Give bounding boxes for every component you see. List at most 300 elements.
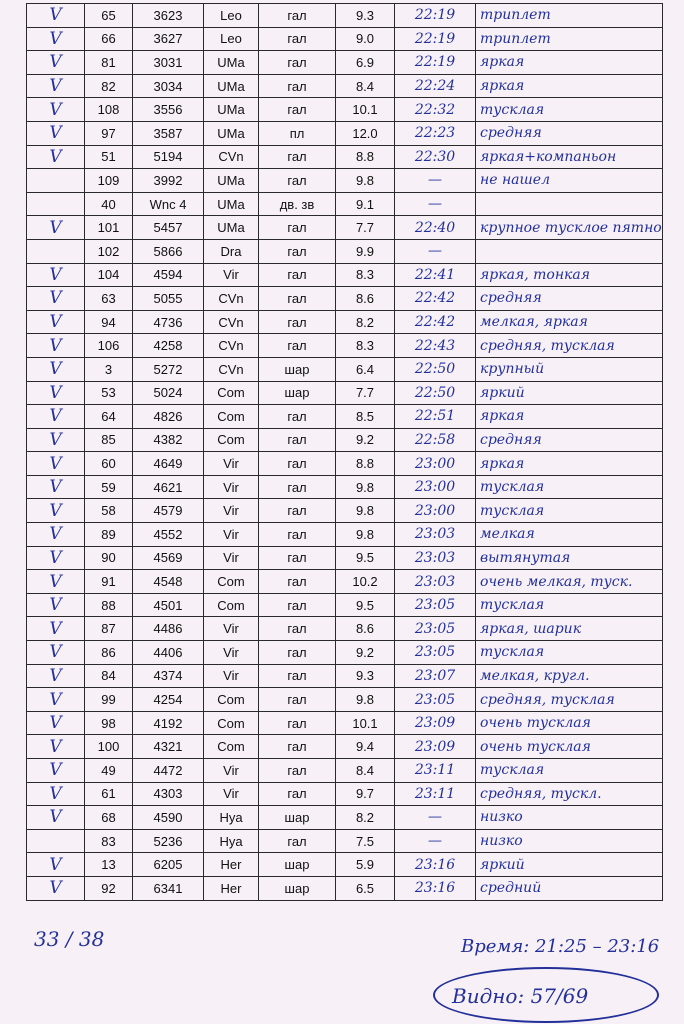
observation-time: 22:58 bbox=[395, 428, 476, 452]
object-type: гал bbox=[259, 98, 336, 122]
ngc-number: 4406 bbox=[133, 641, 204, 665]
check-mark: V bbox=[27, 735, 85, 759]
observation-time: 23:00 bbox=[395, 499, 476, 523]
messier-number: 13 bbox=[85, 853, 133, 877]
messier-number: 60 bbox=[85, 452, 133, 476]
observation-time: 23:00 bbox=[395, 452, 476, 476]
ngc-number: 4594 bbox=[133, 263, 204, 287]
observation-note: яркая bbox=[476, 405, 663, 429]
object-type: гал bbox=[259, 664, 336, 688]
observation-time: 22:43 bbox=[395, 334, 476, 358]
observation-note bbox=[476, 239, 663, 263]
check-mark: V bbox=[27, 806, 85, 830]
constellation: Com bbox=[204, 711, 259, 735]
ngc-number: 5024 bbox=[133, 381, 204, 405]
object-type: гал bbox=[259, 499, 336, 523]
observation-time: 22:51 bbox=[395, 405, 476, 429]
magnitude: 8.2 bbox=[336, 806, 395, 830]
constellation: Com bbox=[204, 570, 259, 594]
ngc-number: 6205 bbox=[133, 853, 204, 877]
table-row bbox=[27, 216, 663, 240]
magnitude: 9.5 bbox=[336, 546, 395, 570]
check-mark: V bbox=[27, 357, 85, 381]
object-type: гал bbox=[259, 570, 336, 594]
observation-time: — bbox=[395, 169, 476, 193]
messier-number: 83 bbox=[85, 829, 133, 853]
table-row bbox=[27, 169, 663, 193]
ngc-number: 4258 bbox=[133, 334, 204, 358]
table-row bbox=[27, 499, 663, 523]
table-row bbox=[27, 617, 663, 641]
messier-number: 87 bbox=[85, 617, 133, 641]
table-row bbox=[27, 759, 663, 783]
table-row bbox=[27, 546, 663, 570]
observation-note: мелкая, яркая bbox=[476, 310, 663, 334]
ngc-number: 6341 bbox=[133, 876, 204, 900]
messier-number: 90 bbox=[85, 546, 133, 570]
messier-number: 94 bbox=[85, 310, 133, 334]
magnitude: 8.3 bbox=[336, 263, 395, 287]
table-row bbox=[27, 4, 663, 28]
magnitude: 9.7 bbox=[336, 782, 395, 806]
table-row bbox=[27, 27, 663, 51]
constellation: UMa bbox=[204, 74, 259, 98]
observation-time: 23:03 bbox=[395, 546, 476, 570]
observation-note: очень тусклая bbox=[476, 735, 663, 759]
ngc-number: 4374 bbox=[133, 664, 204, 688]
ngc-number: 4649 bbox=[133, 452, 204, 476]
check-mark: V bbox=[27, 523, 85, 547]
ngc-number: 5236 bbox=[133, 829, 204, 853]
object-type: шар bbox=[259, 876, 336, 900]
observation-note: средняя, тусклая bbox=[476, 688, 663, 712]
observation-note: яркий bbox=[476, 853, 663, 877]
messier-number: 64 bbox=[85, 405, 133, 429]
messier-number: 104 bbox=[85, 263, 133, 287]
observation-note: яркая, шарик bbox=[476, 617, 663, 641]
magnitude: 9.4 bbox=[336, 735, 395, 759]
messier-number: 85 bbox=[85, 428, 133, 452]
object-type: гал bbox=[259, 452, 336, 476]
table-row bbox=[27, 310, 663, 334]
table-row bbox=[27, 428, 663, 452]
observation-time: 22:24 bbox=[395, 74, 476, 98]
observation-time: 22:40 bbox=[395, 216, 476, 240]
ngc-number: 4486 bbox=[133, 617, 204, 641]
table-row bbox=[27, 357, 663, 381]
observation-note: яркая, тонкая bbox=[476, 263, 663, 287]
check-mark: V bbox=[27, 782, 85, 806]
observation-note: крупный bbox=[476, 357, 663, 381]
observation-note: средняя, тускл. bbox=[476, 782, 663, 806]
magnitude: 8.6 bbox=[336, 617, 395, 641]
magnitude: 9.8 bbox=[336, 499, 395, 523]
constellation: Vir bbox=[204, 263, 259, 287]
messier-number: 81 bbox=[85, 51, 133, 75]
messier-number: 92 bbox=[85, 876, 133, 900]
messier-number: 59 bbox=[85, 475, 133, 499]
check-mark: V bbox=[27, 287, 85, 311]
check-mark: V bbox=[27, 216, 85, 240]
ngc-number: Wnc 4 bbox=[133, 192, 204, 216]
observation-time: 22:50 bbox=[395, 381, 476, 405]
constellation: CVn bbox=[204, 145, 259, 169]
table-row bbox=[27, 641, 663, 665]
observation-time: 23:03 bbox=[395, 570, 476, 594]
constellation: Vir bbox=[204, 523, 259, 547]
observation-note: триплет bbox=[476, 27, 663, 51]
messier-number: 61 bbox=[85, 782, 133, 806]
messier-number: 89 bbox=[85, 523, 133, 547]
magnitude: 7.7 bbox=[336, 216, 395, 240]
check-mark: V bbox=[27, 876, 85, 900]
magnitude: 8.2 bbox=[336, 310, 395, 334]
messier-number: 91 bbox=[85, 570, 133, 594]
magnitude: 9.8 bbox=[336, 169, 395, 193]
object-type: гал bbox=[259, 523, 336, 547]
observation-time: 23:09 bbox=[395, 711, 476, 735]
seen-total: Видно: 57/69 bbox=[452, 984, 589, 1008]
check-mark: V bbox=[27, 381, 85, 405]
ngc-number: 3556 bbox=[133, 98, 204, 122]
check-mark: V bbox=[27, 428, 85, 452]
ngc-number: 4472 bbox=[133, 759, 204, 783]
magnitude: 8.6 bbox=[336, 287, 395, 311]
ngc-number: 4548 bbox=[133, 570, 204, 594]
object-type: гал bbox=[259, 711, 336, 735]
magnitude: 9.2 bbox=[336, 428, 395, 452]
table-body bbox=[27, 4, 663, 901]
ngc-number: 4303 bbox=[133, 782, 204, 806]
magnitude: 9.1 bbox=[336, 192, 395, 216]
check-mark: V bbox=[27, 664, 85, 688]
observation-note: яркий bbox=[476, 381, 663, 405]
messier-number: 100 bbox=[85, 735, 133, 759]
observation-note: яркая bbox=[476, 74, 663, 98]
check-mark: V bbox=[27, 475, 85, 499]
messier-number: 98 bbox=[85, 711, 133, 735]
table-row bbox=[27, 523, 663, 547]
ngc-number: 4826 bbox=[133, 405, 204, 429]
observation-time: 22:23 bbox=[395, 121, 476, 145]
messier-number: 68 bbox=[85, 806, 133, 830]
constellation: Com bbox=[204, 381, 259, 405]
table-row bbox=[27, 782, 663, 806]
magnitude: 10.1 bbox=[336, 711, 395, 735]
check-mark: V bbox=[27, 121, 85, 145]
check-mark: V bbox=[27, 74, 85, 98]
observation-note: тусклая bbox=[476, 759, 663, 783]
magnitude: 9.9 bbox=[336, 239, 395, 263]
check-mark: V bbox=[27, 546, 85, 570]
check-mark: V bbox=[27, 853, 85, 877]
ngc-number: 4254 bbox=[133, 688, 204, 712]
observation-time: 23:16 bbox=[395, 876, 476, 900]
table-row bbox=[27, 287, 663, 311]
observation-note: яркая bbox=[476, 452, 663, 476]
object-type: гал bbox=[259, 475, 336, 499]
messier-number: 86 bbox=[85, 641, 133, 665]
check-mark: V bbox=[27, 570, 85, 594]
object-type: гал bbox=[259, 334, 336, 358]
constellation: Vir bbox=[204, 617, 259, 641]
object-type: гал bbox=[259, 428, 336, 452]
check-mark bbox=[27, 169, 85, 193]
check-mark: V bbox=[27, 27, 85, 51]
observation-time: — bbox=[395, 192, 476, 216]
ngc-number: 4621 bbox=[133, 475, 204, 499]
object-type: гал bbox=[259, 688, 336, 712]
check-mark: V bbox=[27, 641, 85, 665]
observation-time: 22:30 bbox=[395, 145, 476, 169]
observation-time: — bbox=[395, 806, 476, 830]
object-type: гал bbox=[259, 641, 336, 665]
check-mark: V bbox=[27, 405, 85, 429]
ngc-number: 4501 bbox=[133, 593, 204, 617]
check-mark: V bbox=[27, 452, 85, 476]
messier-number: 106 bbox=[85, 334, 133, 358]
observation-time: 23:03 bbox=[395, 523, 476, 547]
check-mark: V bbox=[27, 98, 85, 122]
messier-number: 108 bbox=[85, 98, 133, 122]
constellation: UMa bbox=[204, 192, 259, 216]
check-mark: V bbox=[27, 499, 85, 523]
messier-number: 58 bbox=[85, 499, 133, 523]
observation-note: очень тусклая bbox=[476, 711, 663, 735]
observation-note: вытянутая bbox=[476, 546, 663, 570]
observation-time: 23:00 bbox=[395, 475, 476, 499]
observation-time: — bbox=[395, 829, 476, 853]
table-row bbox=[27, 263, 663, 287]
constellation: UMa bbox=[204, 169, 259, 193]
messier-number: 40 bbox=[85, 192, 133, 216]
table-row bbox=[27, 688, 663, 712]
constellation: Leo bbox=[204, 27, 259, 51]
magnitude: 7.7 bbox=[336, 381, 395, 405]
messier-number: 97 bbox=[85, 121, 133, 145]
observation-note: яркая+компаньон bbox=[476, 145, 663, 169]
constellation: UMa bbox=[204, 216, 259, 240]
magnitude: 6.9 bbox=[336, 51, 395, 75]
object-type: пл bbox=[259, 121, 336, 145]
messier-number: 66 bbox=[85, 27, 133, 51]
check-mark: V bbox=[27, 688, 85, 712]
object-type: шар bbox=[259, 853, 336, 877]
observation-note: тусклая bbox=[476, 475, 663, 499]
constellation: Her bbox=[204, 876, 259, 900]
observation-time: 22:42 bbox=[395, 310, 476, 334]
check-mark: V bbox=[27, 617, 85, 641]
observation-table bbox=[26, 3, 663, 901]
observation-note: низко bbox=[476, 829, 663, 853]
object-type: гал bbox=[259, 405, 336, 429]
ngc-number: 3587 bbox=[133, 121, 204, 145]
object-type: гал bbox=[259, 145, 336, 169]
object-type: гал bbox=[259, 782, 336, 806]
magnitude: 9.5 bbox=[336, 593, 395, 617]
constellation: CVn bbox=[204, 357, 259, 381]
observation-time: 23:09 bbox=[395, 735, 476, 759]
constellation: Her bbox=[204, 853, 259, 877]
observation-note: мелкая, кругл. bbox=[476, 664, 663, 688]
constellation: CVn bbox=[204, 287, 259, 311]
observation-note: тусклая bbox=[476, 499, 663, 523]
constellation: Vir bbox=[204, 546, 259, 570]
constellation: Com bbox=[204, 593, 259, 617]
ngc-number: 4579 bbox=[133, 499, 204, 523]
table-row bbox=[27, 735, 663, 759]
constellation: CVn bbox=[204, 310, 259, 334]
check-mark: V bbox=[27, 4, 85, 28]
constellation: Com bbox=[204, 735, 259, 759]
magnitude: 7.5 bbox=[336, 829, 395, 853]
table-row bbox=[27, 452, 663, 476]
ngc-number: 5866 bbox=[133, 239, 204, 263]
magnitude: 9.0 bbox=[336, 27, 395, 51]
object-type: гал bbox=[259, 759, 336, 783]
table-row bbox=[27, 145, 663, 169]
object-type: гал bbox=[259, 593, 336, 617]
observation-time: 23:05 bbox=[395, 641, 476, 665]
magnitude: 9.8 bbox=[336, 475, 395, 499]
ngc-number: 4590 bbox=[133, 806, 204, 830]
observation-note: тусклая bbox=[476, 593, 663, 617]
ngc-number: 3031 bbox=[133, 51, 204, 75]
table-row bbox=[27, 806, 663, 830]
observation-time: 23:05 bbox=[395, 688, 476, 712]
messier-number: 65 bbox=[85, 4, 133, 28]
check-mark bbox=[27, 192, 85, 216]
object-type: гал bbox=[259, 617, 336, 641]
constellation: Com bbox=[204, 688, 259, 712]
observation-note: триплет bbox=[476, 4, 663, 28]
observation-time: 22:19 bbox=[395, 51, 476, 75]
object-type: гал bbox=[259, 239, 336, 263]
table-row bbox=[27, 74, 663, 98]
observation-time: 23:11 bbox=[395, 759, 476, 783]
observation-note bbox=[476, 192, 663, 216]
magnitude: 9.2 bbox=[336, 641, 395, 665]
table-row bbox=[27, 475, 663, 499]
observation-time: 22:19 bbox=[395, 4, 476, 28]
observation-note: яркая bbox=[476, 51, 663, 75]
observation-note: средняя bbox=[476, 287, 663, 311]
object-type: гал bbox=[259, 735, 336, 759]
table-row bbox=[27, 876, 663, 900]
ngc-number: 4321 bbox=[133, 735, 204, 759]
check-mark: V bbox=[27, 51, 85, 75]
observation-note: средняя bbox=[476, 428, 663, 452]
observation-note: не нашел bbox=[476, 169, 663, 193]
table-row bbox=[27, 381, 663, 405]
magnitude: 8.8 bbox=[336, 145, 395, 169]
messier-number: 53 bbox=[85, 381, 133, 405]
magnitude: 10.1 bbox=[336, 98, 395, 122]
object-type: гал bbox=[259, 287, 336, 311]
constellation: Dra bbox=[204, 239, 259, 263]
observation-note: средняя bbox=[476, 121, 663, 145]
table-row bbox=[27, 334, 663, 358]
check-mark: V bbox=[27, 593, 85, 617]
object-type: гал bbox=[259, 829, 336, 853]
object-type: гал bbox=[259, 51, 336, 75]
table-row bbox=[27, 664, 663, 688]
constellation: Vir bbox=[204, 499, 259, 523]
observation-time: 22:41 bbox=[395, 263, 476, 287]
observation-note: низко bbox=[476, 806, 663, 830]
table-row bbox=[27, 593, 663, 617]
object-type: гал bbox=[259, 27, 336, 51]
constellation: Hya bbox=[204, 806, 259, 830]
messier-number: 84 bbox=[85, 664, 133, 688]
observation-time: 22:32 bbox=[395, 98, 476, 122]
magnitude: 8.4 bbox=[336, 759, 395, 783]
check-mark: V bbox=[27, 759, 85, 783]
observation-time: — bbox=[395, 239, 476, 263]
constellation: Vir bbox=[204, 664, 259, 688]
constellation: Vir bbox=[204, 759, 259, 783]
observation-note: средняя, тусклая bbox=[476, 334, 663, 358]
check-mark: V bbox=[27, 263, 85, 287]
constellation: CVn bbox=[204, 334, 259, 358]
ngc-number: 3992 bbox=[133, 169, 204, 193]
object-type: гал bbox=[259, 74, 336, 98]
observation-note: тусклая bbox=[476, 641, 663, 665]
constellation: UMa bbox=[204, 121, 259, 145]
ngc-number: 4192 bbox=[133, 711, 204, 735]
ngc-number: 4736 bbox=[133, 310, 204, 334]
table-row bbox=[27, 239, 663, 263]
constellation: UMa bbox=[204, 51, 259, 75]
magnitude: 10.2 bbox=[336, 570, 395, 594]
object-type: гал bbox=[259, 310, 336, 334]
object-type: шар bbox=[259, 806, 336, 830]
observation-note: тусклая bbox=[476, 98, 663, 122]
ngc-number: 5055 bbox=[133, 287, 204, 311]
object-type: гал bbox=[259, 263, 336, 287]
check-mark: V bbox=[27, 711, 85, 735]
object-type: дв. зв bbox=[259, 192, 336, 216]
magnitude: 6.5 bbox=[336, 876, 395, 900]
messier-number: 3 bbox=[85, 357, 133, 381]
table-row bbox=[27, 829, 663, 853]
object-type: гал bbox=[259, 546, 336, 570]
magnitude: 8.5 bbox=[336, 405, 395, 429]
ngc-number: 5272 bbox=[133, 357, 204, 381]
observation-time: 23:07 bbox=[395, 664, 476, 688]
object-type: шар bbox=[259, 381, 336, 405]
observation-note: крупное тусклое пятно bbox=[476, 216, 663, 240]
constellation: Com bbox=[204, 428, 259, 452]
messier-number: 82 bbox=[85, 74, 133, 98]
constellation: Hya bbox=[204, 829, 259, 853]
object-type: гал bbox=[259, 4, 336, 28]
check-mark bbox=[27, 829, 85, 853]
table-row bbox=[27, 570, 663, 594]
constellation: Vir bbox=[204, 452, 259, 476]
messier-number: 88 bbox=[85, 593, 133, 617]
ngc-number: 4569 bbox=[133, 546, 204, 570]
ngc-number: 3627 bbox=[133, 27, 204, 51]
messier-number: 99 bbox=[85, 688, 133, 712]
observation-time: 22:50 bbox=[395, 357, 476, 381]
check-mark: V bbox=[27, 334, 85, 358]
observation-time: 22:42 bbox=[395, 287, 476, 311]
magnitude: 12.0 bbox=[336, 121, 395, 145]
magnitude: 8.4 bbox=[336, 74, 395, 98]
ngc-number: 3623 bbox=[133, 4, 204, 28]
magnitude: 9.3 bbox=[336, 664, 395, 688]
